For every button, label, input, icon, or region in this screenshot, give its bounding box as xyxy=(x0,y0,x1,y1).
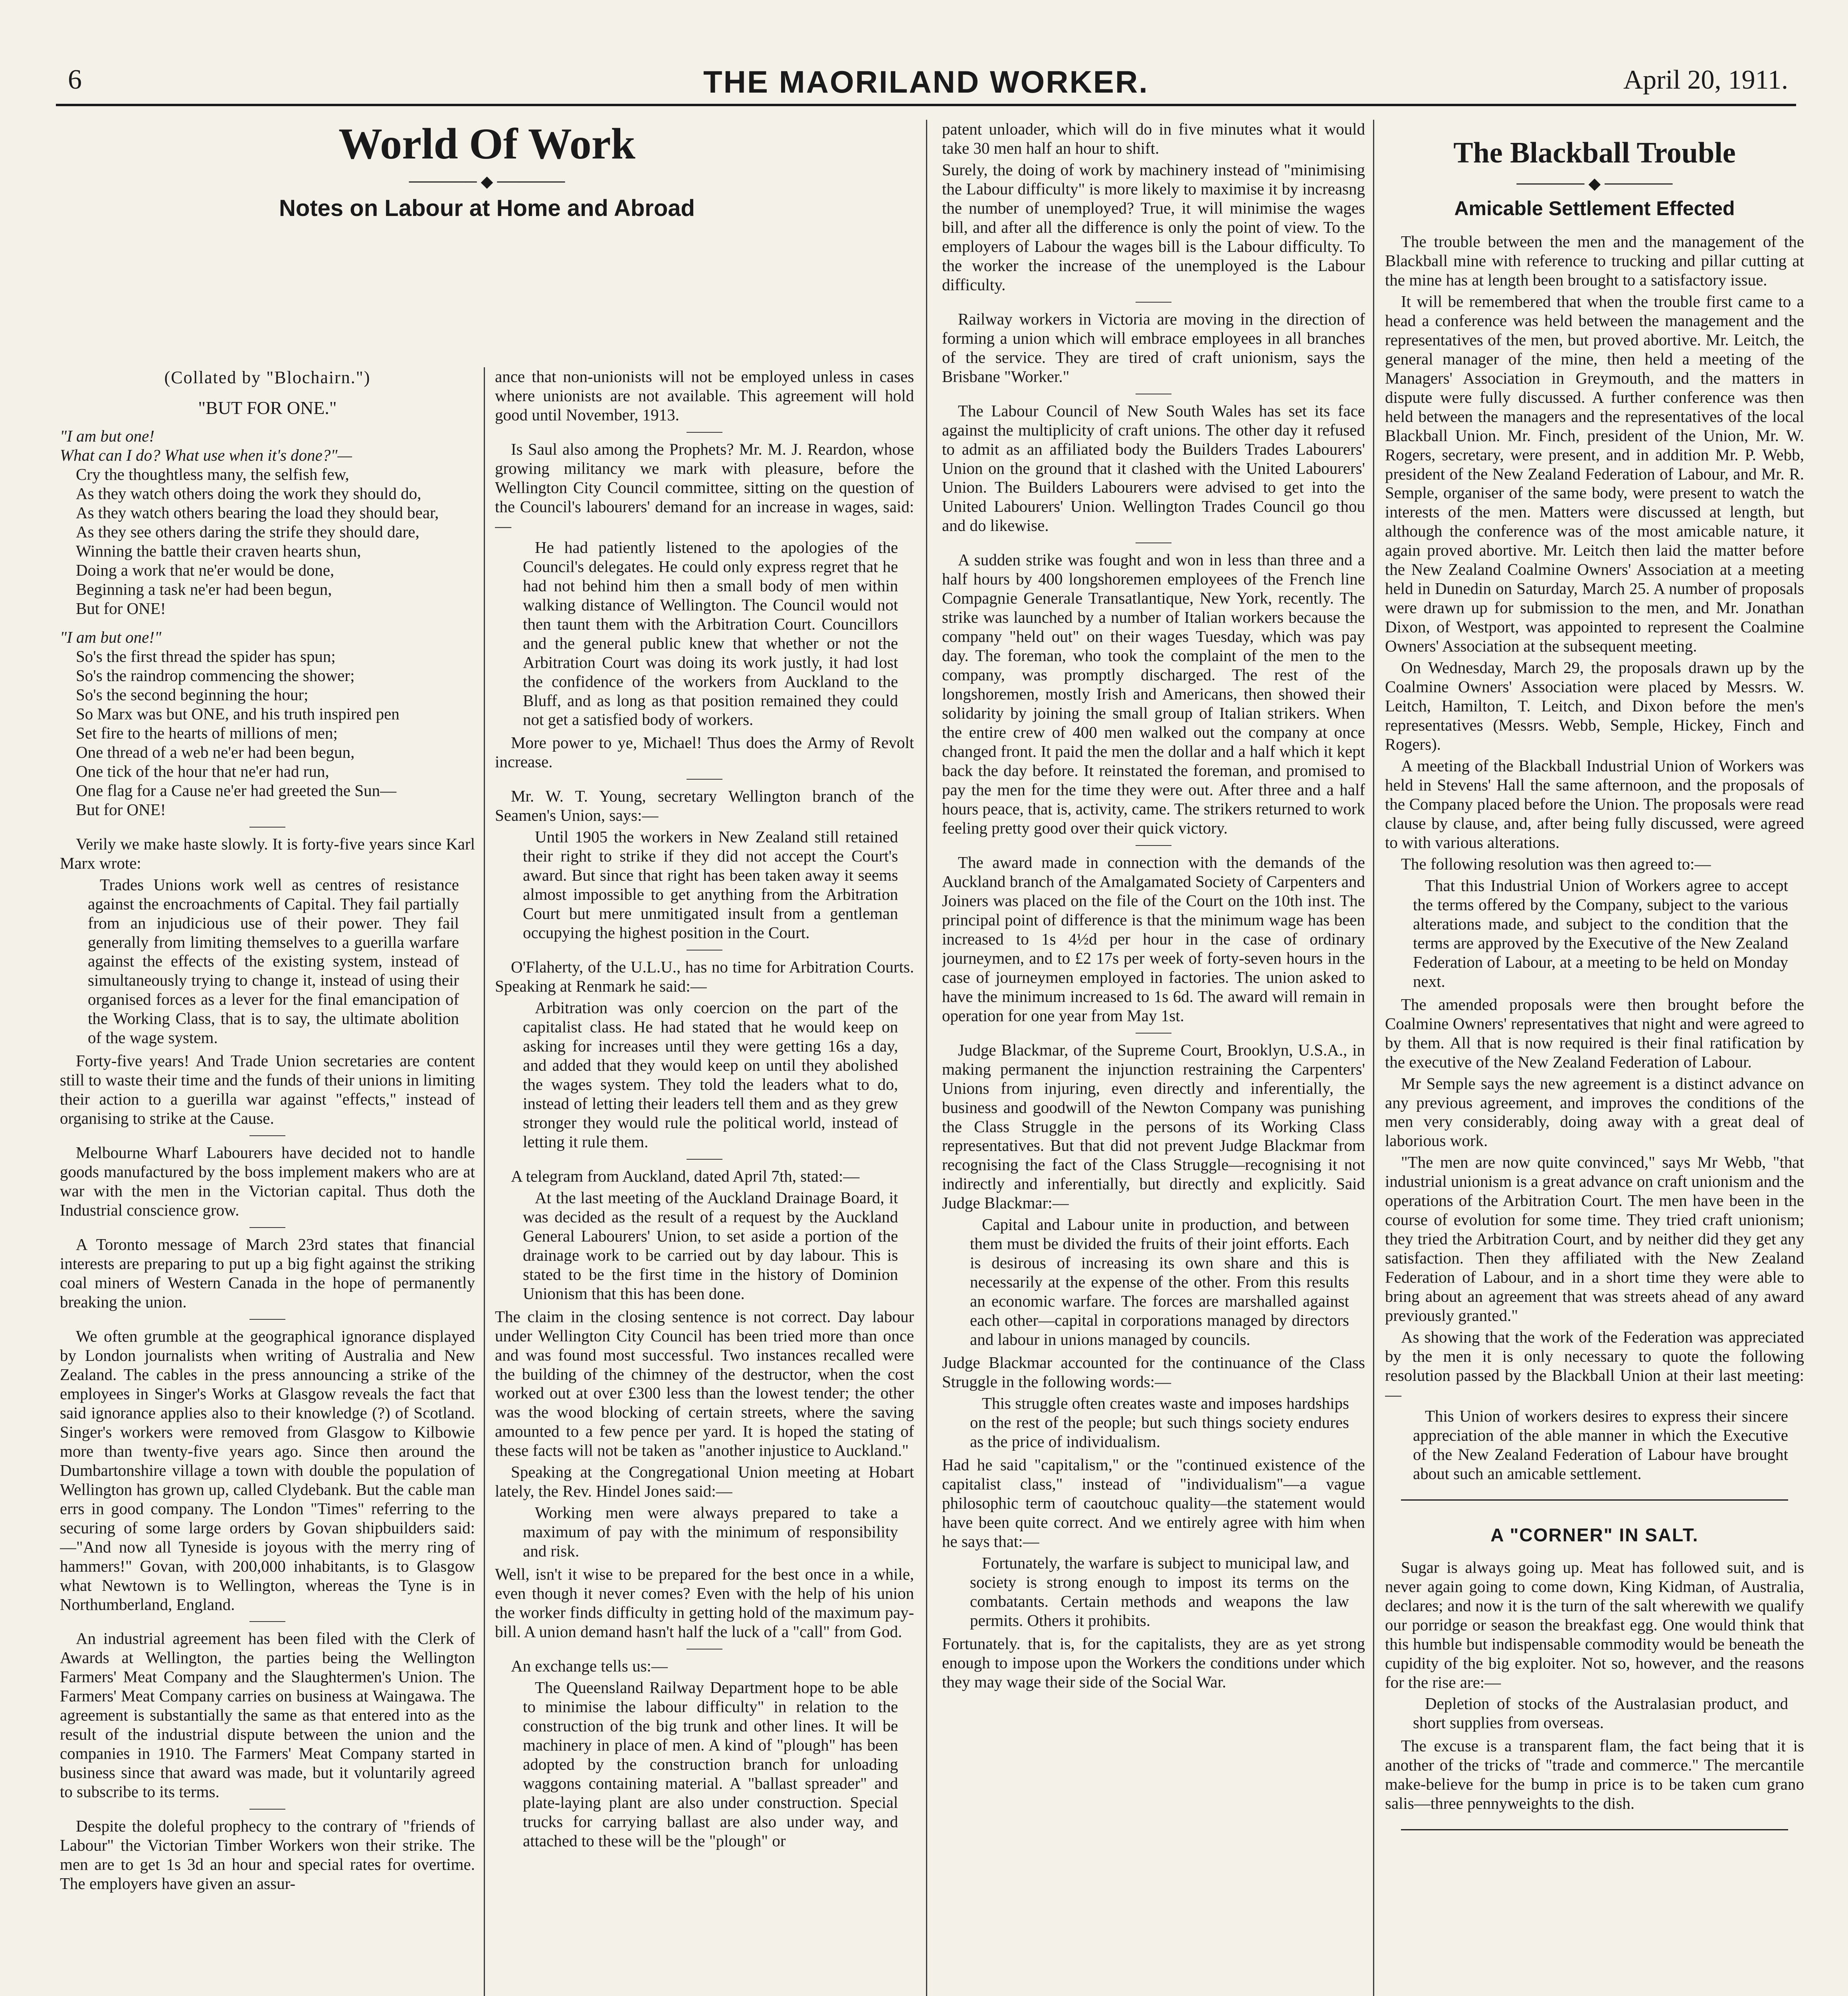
article-paragraph: patent unloader, which will do in five minutes what it would take 30 men half an hour to shift. xyxy=(942,120,1365,157)
quote-paragraph: Working men were always prepared to take a maximum of pay with the minimum of responsibility and risk. xyxy=(523,1503,898,1560)
article-paragraph: A Toronto message of March 23rd states that financial interests are preparing to put up a big fight against the striking coal miners of Western Canada in the hope of permanently breaking the union. xyxy=(60,1235,475,1311)
poem-line: One tick of the hour that ne'er had run, xyxy=(76,762,329,780)
article-paragraph: An industrial agreement has been filed with the Clerk of Awards at Wellington, the parties being the Wellington Farmers' Meat Company and the Slaughtermen's Union. The Farmers' Meat Company carries on business at Waingawa. The agreement is substantially the same as that entered into as the result of the industrial dispute between the union and the companies in 1910. The Farmers' Meat Company started in business since that award was made, but it voluntarily agreed to subscribe to its terms. xyxy=(60,1629,475,1801)
divider xyxy=(249,1319,285,1320)
article-paragraph: A telegram from Auckland, dated April 7th, stated:— xyxy=(511,1166,860,1185)
quote-paragraph: This struggle often creates waste and imposes hardships on the rest of the people; but such things society endures as the price of individualism. xyxy=(970,1394,1349,1451)
poem-line: Set fire to the hearts of millions of men; xyxy=(76,723,338,742)
divider xyxy=(249,1621,285,1622)
divider xyxy=(1136,1033,1171,1034)
byline: (Collated by "Blochairn.") xyxy=(164,368,371,387)
quote-paragraph: The Queensland Railway Department hope to be able to minimise the labour difficulty" in relation to the construction of the big trunk and other lines. It will be machinery in place of men. A kind of "plough" has been adopted by the construction branch for unloading waggons containing material. A "ballast spreader" and plate-laying plant are also under construction. Special trucks for carrying ballast are also under way, and attached to these will be the "plough" or xyxy=(523,1678,898,1850)
divider xyxy=(249,1135,285,1136)
column-4 xyxy=(1385,120,1804,1996)
poem-title: "BUT FOR ONE." xyxy=(198,398,337,418)
poem-line: Doing a work that ne'er would be done, xyxy=(76,561,334,580)
poem-line: "I am but one!" xyxy=(60,628,162,646)
article-paragraph: The Labour Council of New South Wales has set its face against the multiplicity of craft unions. The other day it refused to admit as an affiliated body the Builders Trades Labourers' Union on the ground that it clashed with the United Labourers' Union. The Builders Labourers were advised to get into the United Labourers' Union. Wellington Trades Council go thou and do likewise. xyxy=(942,401,1365,535)
issue-date: April 20, 1911. xyxy=(1623,64,1788,95)
article-paragraph: O'Flaherty, of the U.L.U., has no time for Arbitration Courts. Speaking at Renmark he said:— xyxy=(495,958,914,996)
blackball-subheadline: Amicable Settlement Effected xyxy=(1454,197,1735,220)
article-paragraph: An exchange tells us:— xyxy=(511,1657,668,1675)
article-paragraph: Mr Semple says the new agreement is a distinct advance on any previous agreement, and improves the conditions of the men very considerably, doing away with a great deal of laborious work. xyxy=(1385,1074,1804,1150)
quote-paragraph: Fortunately, the warfare is subject to municipal law, and society is strong enough to impost its terms on the combatants. Certain methods and weapons the law permits. Others it prohibits. xyxy=(970,1553,1349,1630)
article-paragraph: As showing that the work of the Federation was appreciated by the men it is only necessary to quote the following resolution passed by the Blackball Union at their last meeting:— xyxy=(1385,1328,1804,1404)
article-paragraph: Forty-five years! And Trade Union secretaries are content still to waste their time and the funds of their unions in limiting their action to a guerilla war against "effects," instead of organising to strike at the Cause. xyxy=(60,1051,475,1128)
poem xyxy=(60,427,475,819)
quote-paragraph: Depletion of stocks of the Australasian product, and short supplies from overseas. xyxy=(1413,1694,1788,1732)
article-paragraph: Speaking at the Congregational Union meeting at Hobart lately, the Rev. Hindel Jones said:— xyxy=(495,1463,914,1501)
article-paragraph: Despite the doleful prophecy to the contrary of "friends of Labour" the Victorian Timber Workers won their strike. The men are to get 1s 3d an hour and special rates for overtime. The employers have given an assur- xyxy=(60,1817,475,1893)
poem-line: What can I do? What use when it's done?"— xyxy=(60,446,352,465)
article-paragraph: "The men are now quite convinced," says Mr Webb, "that industrial unionism is a great advance on craft unionism and the operations of the Arbitration Court. The men have been in the course of evolution for some time. They tried craft unionism; they tried the Arbitration Court, and by neither did they get any satisfaction. Then they affiliated with the New Zealand Federation of Labour, and in a short time they were able to bring about an agreement that was streets ahead of any award previously granted." xyxy=(1385,1153,1804,1325)
quote-paragraph: Until 1905 the workers in New Zealand still retained their right to strike if they did not accept the Court's award. But since that right has been taken away it seems almost impossible to get anything from the Arbitration Court but mere unmitigated insult from a gentleman occupying the highest position in the Court. xyxy=(523,828,898,942)
article-paragraph: The following resolution was then agreed to:— xyxy=(1401,854,1711,873)
poem-line: Cry the thoughtless many, the selfish few, xyxy=(76,465,349,484)
article-paragraph: The trouble between the men and the management of the Blackball mine with reference to trucking and pillar cutting at the mine has at length been brought to a satisfactory issue. xyxy=(1385,232,1804,289)
column-2 xyxy=(495,367,914,1996)
divider xyxy=(687,432,722,433)
article-paragraph: Verily we make haste slowly. It is forty-five years since Karl Marx wrote: xyxy=(60,834,475,872)
divider xyxy=(249,1227,285,1228)
article-paragraph: A sudden strike was fought and won in less than three and a half hours by 400 longshoremen employees of the French line Compagnie Generale Transatlantique, New York, recently. The strike was launched by a number of Italian workers because the company "held out" on their wages Tuesday, which was pay day. The foreman, who took the complaint of the men to the company, was promptly discharged. The rest of the longshoremen, mostly Irish and Americans, then showed their solidarity by joining the small group of Italian strikers. When the entire crew of 400 men walked out the company at once changed front. It paid the men the dollar and a half which it kept back the day before. It reinstated the foreman, and promised to pay the men for the time they were out. After three and a half hours peace, that is, activity, came. The strikers returned to work feeling pretty good over their quick victory. xyxy=(942,550,1365,837)
poem-line: So's the second beginning the hour; xyxy=(76,685,309,704)
article-paragraph: The claim in the closing sentence is not correct. Day labour under Wellington City Council has been tried more than once and was found most successful. Two instances recalled were the building of the chimney of the destructor, when the cost worked out at over £300 less than the lowest tender; the other was the wood blocking of certain streets, where the saving amounted to a few pence per yard. It is hoped the stating of these facts will not be taken as "another injustice to Auckland." xyxy=(495,1307,914,1460)
article-paragraph: A meeting of the Blackball Industrial Union of Workers was held in Stevens' Hall the same afternoon, and the proposals of the Company placed before the Union. The proposals were read clause by clause, and, after being fully discussed, were agreed to with various alterations. xyxy=(1385,756,1804,851)
page-number: 6 xyxy=(68,64,82,95)
article-paragraph: Sugar is always going up. Meat has followed suit, and is never again going to come down, King Kidman, of Australia, declares; and now it is the turn of the salt wherewith we qualify our porridge or season the breakfast egg. One would think that this humble but indispensable commodity would be beneath the cupidity of the big exploiter. Not so, however, and the reasons for the rise are:— xyxy=(1385,1558,1804,1691)
column-3 xyxy=(942,120,1365,1996)
divider xyxy=(249,827,285,828)
masthead xyxy=(56,60,1796,106)
article-paragraph: On Wednesday, March 29, the proposals drawn up by the Coalmine Owners' Association were placed by Messrs. W. Leitch, Hamilton, T. Leitch, and Dixon before the men's representatives (Messrs. Webb, Semple, Hickey, Finch and Rogers). xyxy=(1385,658,1804,754)
article-paragraph: Railway workers in Victoria are moving in the direction of forming a union which will embrace employees in all branches of the service. They are tired of craft unionism, says the Brisbane "Worker." xyxy=(942,309,1365,386)
article-paragraph: Well, isn't it wise to be prepared for the best once in a while, even though it never comes? Even with the help of his union the worker finds difficulty in getting hold of the maximum pay-bill. A union demand hasn't half the luck of a "call" from God. xyxy=(495,1565,914,1641)
section-subtitle: Notes on Labour at Home and Abroad xyxy=(279,195,695,221)
quote-paragraph: Trades Unions work well as centres of resistance against the encroachments of Capital. They fail partially from an injudicious use of their power. They fail generally from limiting themselves to a guerilla warfare against the effects of the existing system, instead of simultaneously trying to change it, instead of using their organised forces as a lever for the final emancipation of the Working Class, that is to say, the ultimate abolition of the wage system. xyxy=(88,875,459,1047)
article-paragraph: Mr. W. T. Young, secretary Wellington branch of the Seamen's Union, says:— xyxy=(495,787,914,825)
column-rule xyxy=(1373,120,1374,1996)
poem-line: So's the first thread the spider has spun; xyxy=(76,647,336,665)
poem-line: Winning the battle their craven hearts shun, xyxy=(76,542,361,560)
article-paragraph: More power to ye, Michael! Thus does the Army of Revolt increase. xyxy=(495,733,914,771)
divider xyxy=(1136,845,1171,846)
quote-paragraph: Arbitration was only coercion on the part of the capitalist class. He had stated that he would keep on asking for increases until they were getting 16s a day, and added that they would keep on until they abolished the wages system. They told the leaders what to do, instead of letting their leaders tell them and as they grew stronger they would rule the political world, instead of letting it rule them. xyxy=(523,998,898,1151)
column-rule xyxy=(484,367,485,1996)
poem-line: So Marx was but ONE, and his truth inspired pen xyxy=(76,704,400,723)
divider xyxy=(687,1159,722,1160)
salt-headline: A "CORNER" IN SALT. xyxy=(1490,1524,1699,1545)
poem-line: As they watch others doing the work they should do, xyxy=(76,484,421,503)
article-paragraph: We often grumble at the geographical ignorance displayed by London journalists when writing of Australia and New Zealand. The cables in the press announcing a strike of the employees in Singer's Works at Glasgow reveals the fact that said ignorance applies also to their knowledge (?) of Scotland. Singer's workers were removed from Glasgow to Kilbowie more than twenty-five years ago. Since then around the Dumbartonshire village a town with double the population of Wellington has grown up, called Clydebank. But the cable man errs in good company. The London "Times" referring to the securing of some large orders by Govan shipbuilders said:—"And now all Tyneside is joyous with the merry ring of hammers!" Govan, with 200,000 inhabitants, is to Glasgow what Newtown is to Wellington, whereas the Tyne is in Northumberland, England. xyxy=(60,1327,475,1614)
poem-line: But for ONE! xyxy=(76,599,166,618)
quote-paragraph: Capital and Labour unite in production, and between them must be divided the fruits of their joint efforts. Each is desirous of increasing its own share and this is necessarily at the expense of the other. From this results an economic warfare. The forces are marshalled against each other—capital in corporations managed by directors and labour in unions managed by councils. xyxy=(970,1215,1349,1349)
quote-paragraph: That this Industrial Union of Workers agree to accept the terms offered by the Company, subject to the various alterations made, and subject to the condition that the terms are approved by the Executive of the New Zealand Federation of Labour, at a meeting to be held on Monday next. xyxy=(1413,876,1788,990)
poem-line: Beginning a task ne'er had been begun, xyxy=(76,580,332,599)
paper-title: THE MAORILAND WORKER. xyxy=(703,64,1149,99)
article-paragraph: The amended proposals were then brought before the Coalmine Owners' representatives that night and were agreed to by them. All that is now required is their final ratification by the executive of the New Zealand Federation of Labour. xyxy=(1385,995,1804,1071)
section-rule xyxy=(1401,1829,1788,1830)
article-paragraph: ance that non-unionists will not be employed unless in cases where unionists are not available. This agreement will hold good until November, 1913. xyxy=(495,367,914,424)
article-paragraph: The award made in connection with the demands of the Auckland branch of the Amalgamated Society of Carpenters and Joiners was placed on the file of the Court on the 10th inst. The principal point of difference is that the minimum wage has been increased to 1s 4½d per hour in the case of ordinary journeymen, and to £2 17s per week of forty-seven hours in the case of journeymen employed in factories. The union asked to have the minimum increased to 1s 6d. The award will remain in operation for one year from May 1st. xyxy=(942,853,1365,1025)
article-paragraph: Melbourne Wharf Labourers have decided not to handle goods manufactured by the boss implement makers who are at war with the men in the Victorian capital. Thus doth the Industrial conscience grow. xyxy=(60,1143,475,1220)
column-rule xyxy=(926,120,927,1996)
section-title: World Of Work xyxy=(338,119,635,168)
article-paragraph: The excuse is a transparent flam, the fact being that it is another of the tricks of "trade and commerce." The mercantile make-believe for the bump in price is to be taken cum grano salis—three pennyweights to the dish. xyxy=(1385,1737,1804,1813)
world-of-work-header xyxy=(60,120,914,246)
article-paragraph: Fortunately. that is, for the capitalists, they are as yet strong enough to impose upon the Workers the conditions under which they may wage their side of the Social War. xyxy=(942,1634,1365,1691)
article-paragraph: Had he said "capitalism," or the "continued existence of the capitalist class," instead of "individualism"—a vague philosophic term of caoutchouc quality—the statement would have been quite correct. And we entirely agree with him when he says that:— xyxy=(942,1455,1365,1550)
poem-line: But for ONE! xyxy=(76,800,166,819)
column-1 xyxy=(60,367,475,1996)
divider xyxy=(249,1809,285,1810)
poem-line: So's the raindrop commencing the shower; xyxy=(76,666,355,685)
divider xyxy=(687,779,722,780)
article-paragraph: Judge Blackmar accounted for the continuance of the Class Struggle in the following words:— xyxy=(942,1353,1365,1391)
poem-line: One flag for a Cause ne'er had greeted the Sun— xyxy=(76,781,397,800)
ornament-divider: ────── ◆ ────── xyxy=(1516,174,1673,192)
quote-paragraph: At the last meeting of the Auckland Drainage Board, it was decided as the result of a request by the Auckland General Labourers' Union, to set aside a portion of the drainage work to be carried out by day labour. This is stated to be the first time in the history of Dominion Unionism that this has been done. xyxy=(523,1188,898,1303)
article-paragraph: It will be remembered that when the trouble first came to a head a conference was held between the management and the representatives of the men, but proved abortive. Mr. Leitch, the general manager of the mine, then held a meeting of the Managers' Association in Greymouth, and the matters in dispute were fully discussed. A further conference was then held between the managers and the representatives of the local Blackball Union. Mr. Finch, president of the Union, Mr. W. Rogers, secretary, were present, and in addition Mr. P. Webb, president of the New Zealand Federation of Labour, and Mr. R. Semple, organiser of the same body, were present to watch the interests of the men. Matters were discussed at length, but although the conference was of the most amicable nature, it again proved abortive. Mr. Leitch then laid the matter before the New Zealand Coalmine Owners' Association at a meeting held in Dunedin on Saturday, March 25. A number of proposals were drawn up for submission to the men, and Mr. Jonathan Dixon, of Westport, was appointed to represent the Coalmine Owners' Association at the subsequent meeting. xyxy=(1385,292,1804,655)
poem-line: As they watch others bearing the load they should bear, xyxy=(76,503,439,522)
article-paragraph: Surely, the doing of work by machinery instead of "minimising the Labour difficulty" is more likely to maximise it by increasng the number of unemployed? True, it will minimise the wages bill, and after all the difference is only the point of view. To the employers of Labour the wages bill is the Labour difficulty. To the worker the increase of the unemployed is the Labour difficulty. xyxy=(942,160,1365,294)
article-paragraph: Is Saul also among the Prophets? Mr. M. J. Reardon, whose growing militancy we mark with pleasure, before the Wellington City Council committee, sitting on the question of the Council's labourers' demand for an increase in wages, said:— xyxy=(495,440,914,535)
quote-paragraph: He had patiently listened to the apologies of the Council's delegates. He could only express regret that he had not behind him then a small body of men within walking distance of Wellington. The Council would not then taunt them with the Arbitration Court. Councillors and the general public knew that whether or not the Arbitration Court was doing its work justly, it had lost the confidence of the workers from Auckland to the Bluff, and as long as that position remained they could not get a satisfied body of workers. xyxy=(523,538,898,729)
quote-paragraph: This Union of workers desires to express their sincere appreciation of the able manner in which the Executive of the New Zealand Federation of Labour have brought about such an amicable settlement. xyxy=(1413,1407,1788,1483)
poem-line: As they see others daring the strife they should dare, xyxy=(76,523,419,541)
blackball-headline: The Blackball Trouble xyxy=(1453,137,1736,169)
section-rule xyxy=(1401,1499,1788,1501)
poem-line: "I am but one! xyxy=(60,427,154,446)
ornament-divider: ────── ◆ ────── xyxy=(409,172,565,190)
divider xyxy=(1136,302,1171,303)
poem-line: One thread of a web ne'er had been begun, xyxy=(76,743,355,761)
article-paragraph: Judge Blackmar, of the Supreme Court, Brooklyn, U.S.A., in making permanent the injunction restraining the Carpenters' Unions from injuring, even directly and inferentially, the business and goodwill of the Newton Company was punishing the Class Struggle in the persons of its Working Class representatives. But that did not prevent Judge Blackmar from recognising the fact of the Class Struggle—recognising it not indirectly and inferentially, but directly and explicitly. Said Judge Blackmar:— xyxy=(942,1040,1365,1212)
